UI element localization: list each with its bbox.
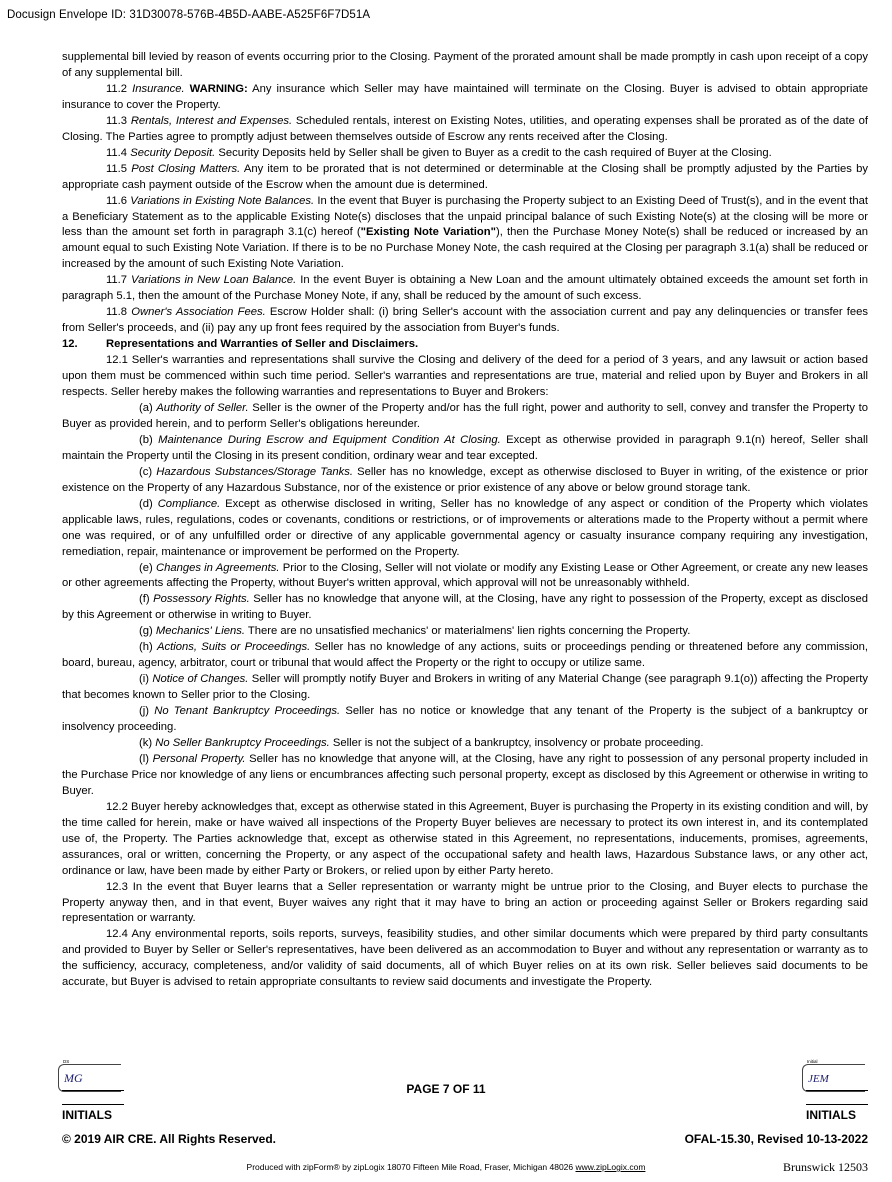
subparagraph-text: Seller will promptly notify Buyer and Brokers in writing of any Material Change (see paragraph 9.1(o)) affecting the Property that becomes known to Seller prior to the Closing. (62, 673, 868, 702)
paragraph-12-2 (62, 800, 868, 880)
subparagraph-text: Prior to the Closing, Seller will not violate or modify any Existing Lease or Other Agreement, or create any new leases or other agreements affecting the Property, without Buyer's written approval, which approval will not be unreasonably withheld. (62, 561, 868, 590)
subparagraph-text: Seller has no knowledge, except as otherwise disclosed to Buyer in writing, of the existence or prior existence on the Property of any Hazardous Substance, nor of the existence or prior existence of any above or below ground storage tank. (62, 465, 868, 494)
subparagraph-f (62, 592, 868, 624)
paragraph-number: 12.3 (106, 880, 128, 893)
subparagraph-e (62, 561, 868, 593)
initials-label-left: INITIALS (62, 1108, 112, 1122)
paragraph-text: Security Deposits held by Seller shall be given to Buyer as a credit to the cash required of Buyer at the Closing. (218, 146, 772, 159)
paragraph-title: Post Closing Matters. (131, 162, 241, 175)
produced-text: Produced with zipForm® by zipLogix 18070 Fifteen Mile Road, Fraser, Michigan 48026 (246, 1162, 576, 1172)
defined-term: "Existing Note Variation" (360, 226, 496, 239)
paragraph-text: Seller's warranties and representations shall survive the Closing and delivery of the deed for a period of 3 years, and any lawsuit or action based upon them must be commenced within such time period. Seller's warranties and representations are true, material and relied upon by Buyer and Brokers in all respects. Seller hereby makes the following warranties and representations to Buyer and Brokers: (62, 354, 868, 399)
paragraph-11-3 (62, 114, 868, 146)
subparagraph-text: Seller has no knowledge of any actions, suits or proceedings pending or threatened before any commission, board, bureau, agency, arbitrator, court or tribunal that would affect the Property or the right to occupy or utilize same. (62, 641, 868, 670)
subparagraph-text: Seller has no knowledge that anyone will, at the Closing, have any right to possession of any personal property included in the Purchase Price nor knowledge of any liens or encumbrances affecting such personal property, except as disclosed by this Agreement or otherwise in writing to Buyer. (62, 752, 868, 797)
subparagraph-title: Possessory Rights. (153, 593, 250, 606)
paragraph-number: 11.5 (106, 162, 128, 175)
paragraph-text: Any environmental reports, soils reports, surveys, feasibility studies, and other similar documents which were prepared by third party consultants and provided to Buyer by Seller or Seller's representatives, have been delivered as an accommodation to Buyer and without any representation or warranty as to the sufficiency, accuracy, completeness, and/or validity of said documents, all of which Buyer relies on at its own risk. Seller believes said documents to be accurate, but Buyer is advised to retain appropriate consultants to review said documents and investigate the Property. (62, 928, 868, 989)
paragraph-number: 11.2 (106, 82, 128, 95)
initials-signature-right (806, 1067, 850, 1089)
paragraph-11-7 (62, 273, 868, 305)
paragraph-title: Security Deposit. (130, 146, 216, 159)
paragraph-text: In the event that Buyer is purchasing the Property subject to an Existing Deed of Trust(s), and in the event that a Beneficiary Statement as to the applicable Existing Note(s) discloses that the unpaid principal balance of such Existing Note(s) at the closing will be more or less than the amount set forth in paragraph 3.1(c) hereof ( (62, 194, 868, 239)
subparagraph-k (62, 736, 868, 752)
paragraph-12-4 (62, 927, 868, 991)
subparagraph-text: Seller is the owner of the Property and/or has the full right, power and authority to sell, convey and transfer the Property to Buyer as provided herein, and to perform Seller's obligations hereunder. (62, 401, 868, 430)
document-body (62, 50, 868, 991)
ziplogix-link[interactable]: www.zipLogix.com (575, 1162, 646, 1172)
copyright-notice: © 2019 AIR CRE. All Rights Reserved. (62, 1132, 277, 1146)
subparagraph-title: No Tenant Bankruptcy Proceedings. (154, 705, 341, 718)
paragraph-text: Buyer hereby acknowledges that, except as otherwise stated in this Agreement, Buyer is purchasing the Property in its existing condition and will, by the time called for herein, make or have waived all inspections of the Property Buyer believes are necessary to protect its own interest in, and its contemplated use of, the Property. The Parties acknowledge that, except as otherwise stated in this Agreement, no representations, inducements, promises, agreements, assurances, oral or written, concerning the Property, or any aspect of the occupational safety and health laws, Hazardous Substance laws, or any other act, ordinance or law, have been made by either Party or Brokers, or relied upon by either Party hereto. (62, 800, 868, 877)
subparagraph-label: (c) (139, 465, 153, 478)
paragraph-text: In the event that Buyer learns that a Seller representation or warranty might be untrue prior to the Closing, and Buyer elects to purchase the Property anyway then, and in that event, Buyer waives any right that it may have to bring an action or proceeding against Seller or Brokers regarding said representation or warranty. (62, 880, 868, 925)
subparagraph-g (62, 624, 868, 640)
paragraph-number: 12.2 (106, 800, 128, 813)
subparagraph-label: (k) (139, 736, 153, 749)
paragraph-text: Scheduled rentals, interest on Existing Notes, utilities, and operating expenses shall be prorated as of the date of Closing. The Parties agree to promptly adjust between themselves outside of Escrow any rents received after the Closing. (62, 114, 868, 143)
paragraph-11-6 (62, 194, 868, 274)
paragraph-text: Any item to be prorated that is not determined or determinable at the Closing shall be promptly adjusted by the Parties by appropriate cash payment outside of the Escrow when the amount due is determined. (62, 162, 868, 191)
subparagraph-l (62, 752, 868, 800)
paragraph-title: Rentals, Interest and Expenses. (130, 114, 293, 127)
paragraph-text: Any insurance which Seller may have maintained will terminate on the Closing. Buyer is advised to obtain appropriate insurance to cover the Property. (62, 82, 868, 111)
subparagraph-label: (d) (139, 497, 153, 510)
page-number: PAGE 7 OF 11 (406, 1082, 486, 1096)
subparagraph-title: Notice of Changes. (152, 673, 249, 686)
subparagraph-label: (g) (139, 625, 153, 638)
subparagraph-text: Seller has no notice or knowledge that any tenant of the Property is the subject of a bankruptcy or insolvency proceeding. (62, 705, 868, 734)
initials-divider-left (62, 1104, 124, 1105)
subparagraph-label: (i) (139, 673, 149, 686)
initials-tag: Initial (807, 1059, 818, 1064)
subparagraph-title: Compliance. (157, 497, 221, 510)
subparagraph-title: Changes in Agreements. (155, 561, 280, 574)
paragraph-continued (62, 50, 868, 82)
paragraph-11-4 (62, 146, 868, 162)
subparagraph-label: (b) (139, 433, 153, 446)
paragraph-12-1 (62, 353, 868, 401)
initials-right-text: JEM (808, 1073, 829, 1085)
subparagraph-h (62, 640, 868, 672)
warning-label: WARNING: (189, 82, 248, 95)
paragraph-title: Owner's Association Fees. (131, 306, 266, 319)
initials-tag: DS (63, 1059, 70, 1064)
paragraph-11-8 (62, 305, 868, 337)
paragraph-text: supplemental bill levied by reason of events occurring prior to the Closing. Payment of the prorated amount shall be made promptly in cash upon receipt of a copy of any supplemental bill. (62, 51, 868, 79)
subparagraph-c (62, 465, 868, 497)
subparagraph-title: Actions, Suits or Proceedings. (156, 641, 311, 654)
initials-divider-right (806, 1104, 868, 1105)
subparagraph-j (62, 704, 868, 736)
subparagraph-title: Authority of Seller. (156, 401, 249, 414)
paragraph-number: 12.1 (106, 354, 128, 367)
paragraph-text: ), then the Purchase Money Note(s) shall be reduced or increased by an amount equal to such Existing Note Variation. If there is to be no Purchase Money Note, the cash required at the Closing per paragraph 3.1(a) shall be reduced or increased by the amount of such Existing Note Variation. (62, 226, 868, 271)
paragraph-title: Insurance. (132, 82, 185, 95)
paragraph-number: 11.7 (106, 274, 128, 287)
subparagraph-text: There are no unsatisfied mechanics' or materialmens' lien rights concerning the Property. (247, 625, 691, 638)
subparagraph-text: Seller is not the subject of a bankruptcy, insolvency or probate proceeding. (332, 736, 704, 749)
subparagraph-title: No Seller Bankruptcy Proceedings. (155, 736, 330, 749)
section-number: 12. (62, 338, 78, 351)
paragraph-12-3 (62, 880, 868, 928)
subparagraph-i (62, 672, 868, 704)
subparagraph-title: Mechanics' Liens. (155, 625, 245, 638)
subparagraph-label: (e) (139, 561, 153, 574)
produced-with (0, 1162, 892, 1172)
subparagraph-label: (j) (139, 705, 149, 718)
subparagraph-text: Seller has no knowledge that anyone will, at the Closing, have any right to possession of the Property, except as disclosed by this Agreement or otherwise in writing to Buyer. (62, 593, 868, 622)
subparagraph-label: (f) (139, 593, 150, 606)
subparagraph-title: Personal Property. (152, 752, 246, 765)
paragraph-number: 11.6 (106, 194, 128, 207)
section-12-heading (62, 337, 868, 353)
subparagraph-b (62, 433, 868, 465)
paragraph-11-2 (62, 82, 868, 114)
subparagraph-text: Except as otherwise disclosed in writing, Seller has no knowledge of any aspect or condition of the Property which violates applicable laws, rules, regulations, codes or covenants, conditions or restrictions, or of improvements or alterations made to the Property without a permit where one was required, or of any unfulfilled order or directive of any applicable governmental agency or casualty insurance company requiring any investigation, remediation, repair, maintenance or improvement be performed on the Property. (62, 497, 868, 558)
subparagraph-title: Hazardous Substances/Storage Tanks. (156, 465, 353, 478)
envelope-id: Docusign Envelope ID: 31D30078-576B-4B5D-AABE-A525F6F7D51A (7, 9, 371, 21)
initials-left-text: MG (64, 1071, 83, 1085)
subparagraph-label: (h) (139, 641, 153, 654)
initials-field-right[interactable] (802, 1059, 865, 1092)
paragraph-11-5 (62, 162, 868, 194)
paragraph-text: In the event Buyer is obtaining a New Loan and the amount ultimately obtained exceeds the amount set forth in paragraph 5.1, then the amount of the Purchase Money Note, if any, shall be reduced by the amount of such excess. (62, 274, 868, 303)
subparagraph-text: Except as otherwise provided in paragraph 9.1(n) hereof, Seller shall maintain the Property until the Closing in its present condition, ordinary wear and tear excepted. (62, 433, 868, 462)
paragraph-title: Variations in New Loan Balance. (130, 274, 297, 287)
form-revision: OFAL-15.30, Revised 10-13-2022 (684, 1132, 868, 1146)
paragraph-number: 11.3 (106, 114, 128, 127)
paragraph-number: 11.8 (106, 306, 128, 319)
paragraph-text: Escrow Holder shall: (i) bring Seller's account with the association current and pay any delinquencies or transfer fees from Seller's proceeds, and (ii) pay any up front fees required by the association from Buyer's funds. (62, 306, 868, 335)
subparagraph-a (62, 401, 868, 433)
subparagraph-d (62, 497, 868, 561)
paragraph-number: 12.4 (106, 928, 128, 941)
paragraph-number: 11.4 (106, 146, 128, 159)
initials-label-right: INITIALS (806, 1108, 856, 1122)
file-name: Brunswick 12503 (783, 1160, 868, 1174)
subparagraph-label: (l) (139, 752, 149, 765)
subparagraph-label: (a) (139, 401, 153, 414)
paragraph-title: Variations in Existing Note Balances. (130, 194, 315, 207)
subparagraph-title: Maintenance During Escrow and Equipment Condition At Closing. (158, 433, 501, 446)
initials-underline-right (806, 1090, 868, 1091)
section-title: Representations and Warranties of Seller and Disclaimers. (106, 338, 419, 351)
